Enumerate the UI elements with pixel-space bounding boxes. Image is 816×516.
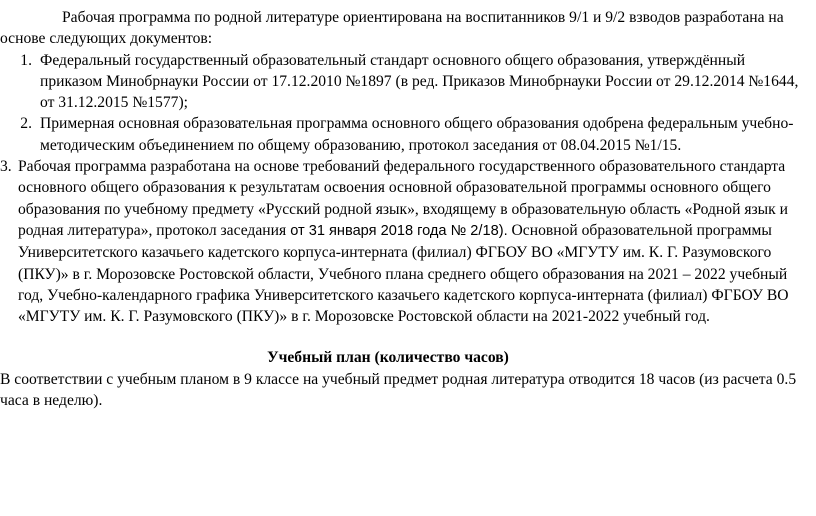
intro-line-1: Рабочая программа по родной литературе ориентирована на воспитанников 9/1 и 9/2 взводов разработана на — [62, 9, 784, 26]
item3-text-b: Основной образовательной программы Университетского казачьего кадетского корпуса-интерната (филиал) ФГБОУ ВО «МГУТУ им. К. Г. Разумовского (ПКУ)» в г. Морозовске Ростовской области, Учебного плана среднего общего образования на 2021 – 2022 учебный год, Учебно-календарного графика Университетского казачьего кадетского корпуса-интерната (филиал) ФГБОУ ВО «МГУТУ им. К. Г. Разумовского (ПКУ)» в г. Морозовске Ростовской области на 2021-2022 учебный год. — [18, 221, 789, 326]
documents-list — [0, 50, 816, 156]
plan-heading: Учебный план (количество часов) — [267, 349, 509, 367]
list-item — [0, 50, 816, 114]
intro-line-2: основе следующих документов: — [0, 30, 213, 48]
list-item-number: 1. — [20, 51, 32, 69]
list-item-text — [18, 156, 816, 327]
list-item — [0, 113, 816, 156]
list-item-text: Федеральный государственный образовательный стандарт основного общего образования, утверждённый приказом Минобрнауки России от 17.12.2010 №1897 (в ред. Приказов Минобрнауки России от 29.12.2014 №1644, от 31.12.2015 №1577); — [40, 51, 799, 112]
item3-text-a: Рабочая программа разработана на основе требований федерального государственного образовательного стандарта основного общего образования к результатам освоения основной образовательной программы основного общего образования по учебному предмету «Русский родной язык», входящему в образовательную область «Родной язык и родная литература», протокол заседания — [18, 158, 788, 239]
list-item-text: Примерная основная образовательная программа основного общего образования одобрена федеральным учебно-методическим объединением по общему образованию, протокол заседания от 08.04.2015 №1/15. — [40, 115, 794, 154]
list-item-number: 3. — [0, 158, 12, 176]
item3-protocol-date: от 31 января 2018 года № 2/18). — [286, 222, 508, 239]
document-page — [0, 7, 816, 411]
plan-text: В соответствии с учебным планом в 9 классе на учебный предмет родная литература отводится 18 часов (из расчета 0.5 часа в неделю). — [0, 370, 797, 410]
list-item-number: 2. — [20, 115, 32, 133]
list-item-3 — [0, 156, 816, 327]
